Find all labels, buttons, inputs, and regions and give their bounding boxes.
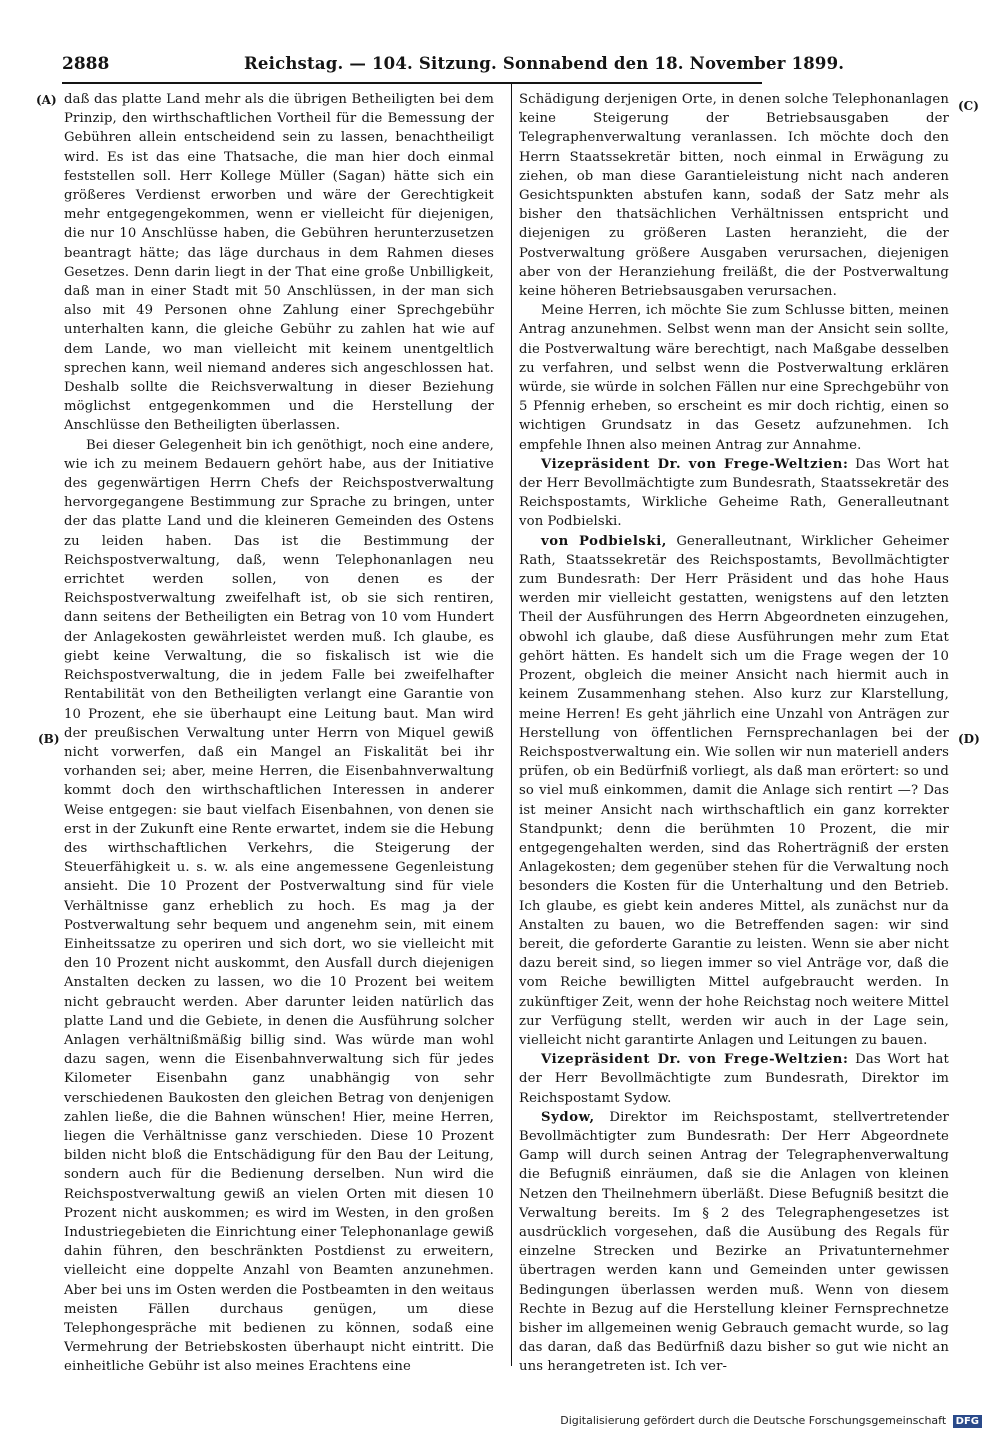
speech-text: Das Wort hat der Herr Bevollmächtigte zum Bundesrath, Direktor im Reichspostamt Sydow. <box>519 1052 949 1106</box>
column-divider <box>511 84 512 1366</box>
footer-credit <box>560 1414 982 1428</box>
speech-text: Direktor im Reichspostamt, stellvertretender Bevollmächtigter zum Bundesrath: Der Herr Abgeordnete Gamp will durch seinen Antrag der Telegraphenverwaltung die Befugniß einräumen, daß sie die Anlagen von kleinen Netzen den Theilnehmern überläßt. Diese Befugniß besitzt die Verwaltung bereits. Im § 2 des Telegraphengesetzes ist ausdrücklich vorgesehen, daß die Ausübung des Regals für einzelne Strecken und Bezirke an Privatunternehmer übertragen werden kann und Gemeinden unter gewissen Bedingungen überlassen werden muß. Wenn von diesem Rechte in Bezug auf die Herstellung kleiner Fernsprechnetze bisher im allgemeinen wenig Gebrauch gemacht wurde, so lag das daran, daß das Bedürfniß dazu bisher so gut wie nicht an uns herangetreten ist. Ich ver- <box>519 1109 949 1375</box>
speech-text: Generalleutnant, Wirklicher Geheimer Rath, Staatssekretär des Reichspostamts, Bevollmächtigter zum Bundesrath: Der Herr Präsident und das hohe Haus werden mir vielleicht gestatten, wenigstens auf den letzten Theil der Ausführungen des Herrn Abgeordneten einzugehen, obwohl ich glaube, daß diese Ausführungen mehr zum Etat gehört hätten. Es handelt sich um die Frage wegen der 10 Prozent, obgleich die meiner Ansicht nach hiermit auch in keinem Zusammenhang stehen. Also kurz zur Klarstellung, meine Herren! Es geht jährlich eine Unzahl von Anträgen zur Herstellung von öffentlichen Fernsprechanlagen bei der Reichspostverwaltung ein. Wie sollen wir nun materiell anders prüfen, ob ein Bedürfniß vorliegt, als daß man erörtert: so und so viel muß einkommen, damit die Anlage sich rentirt —? Das ist meiner Ansicht nach wirthschaftlich ein ganz korrekter Standpunkt; denn die berühmten 10 Prozent, die mir entgegengehalten werden, sind das Roherträgniß der ersten Anlagekosten; dem gegenüber stehen für die Verwaltung noch besonders die Kosten für die Unterhaltung und den Betrieb. Ich glaube, es giebt kein anderes Mittel, als zunächst nur da Anstalten zu bauen, wo die Betreffenden sagen: wir sind bereit, die geforderte Garantie zu leisten. Wenn sie aber nicht dazu bereit sind, so liegen immer so viel Anträge vor, daß die vom Reiche bewilligten Mittel aufgebraucht werden. In zukünftiger Zeit, wenn der hohe Reichstag noch weitere Mittel zur Verfügung stellt, werden wir auch in der Lage sein, vielleicht nicht garantirte Anlagen und Leitungen zu bauen. <box>519 533 949 1048</box>
margin-marker-a: (A) <box>36 93 57 107</box>
paragraph: Meine Herren, ich möchte Sie zum Schlusse bitten, meinen Antrag anzunehmen. Selbst wenn man der Ansicht sein sollte, die Postverwaltung wäre berechtigt, nach Maßgabe desselben zu verfahren, und selbst wenn die Postverwaltung erklären würde, sie würde in solchen Fällen nur eine Sprechgebühr von 5 Pfennig erheben, so erscheint es mir doch richtig, einen so wichtigen Grundsatz in das Gesetz aufzunehmen. Ich empfehle Ihnen also meinen Antrag zur Annahme. <box>519 303 949 453</box>
speaker-name: Sydow, <box>541 1109 595 1125</box>
margin-marker-c: (C) <box>958 99 979 113</box>
speaker-name: Vizepräsident Dr. von Frege-Weltzien: <box>541 456 849 472</box>
right-column <box>519 90 949 1375</box>
paragraph: Schädigung derjenigen Orte, in denen solche Telephonanlagen keine Steigerung der Betriebsausgaben der Telegraphenverwaltung veranlassen. Ich möchte doch den Herrn Staatssekretär bitten, noch einmal in Erwägung zu ziehen, ob man diese Garantieleistung nicht nach anderen Gesichtspunkten abstufen kann, sodaß der Satz mehr als bisher den thatsächlichen Verhältnissen entspricht und diejenigen zu größeren Lasten heranzieht, die der Postverwaltung größere Ausgaben verursachen, diejenigen aber von der Heranziehung freiläßt, die der Postverwaltung keine höheren Betriebsausgaben verursachen. <box>519 92 949 300</box>
margin-marker-d: (D) <box>958 732 980 746</box>
speaker-paragraph <box>519 532 949 1050</box>
speaker-paragraph <box>519 1050 949 1108</box>
running-title: Reichstag. — 104. Sitzung. Sonnabend den 18. November 1899. <box>244 54 845 73</box>
left-column <box>64 90 494 1375</box>
page-number: 2888 <box>62 54 110 74</box>
speaker-name: von Podbielski, <box>541 533 667 549</box>
footer-text: Digitalisierung gefördert durch die Deutsche Forschungsgemeinschaft <box>560 1414 947 1427</box>
speaker-paragraph <box>519 455 949 532</box>
dfg-logo: DFG <box>953 1415 982 1428</box>
speaker-paragraph <box>519 1108 949 1377</box>
paragraph: daß das platte Land mehr als die übrigen Betheiligten bei dem Prinzip, den wirthschaftlichen Vortheil für die Bemessung der Gebühren allein entscheidend sein zu lassen, benachtheiligt wird. Es ist das eine Thatsache, die man hier doch einmal feststellen soll. Herr Kollege Müller (Sagan) hätte sich ein größeres Verdienst erworben und wäre der Gerechtigkeit mehr entgegengekommen, wenn er vielleicht für diejenigen, die nur 10 Anschlüsse haben, die Gebühren herunterzusetzen beantragt hätte; das läge durchaus in dem Rahmen dieses Gesetzes. Denn darin liegt in der That eine große Unbilligkeit, daß man in einer Stadt mit 50 Anschlüssen, in der man sich also mit 49 Personen ohne Zahlung einer Sprechgebühr unterhalten kann, die gleiche Gebühr zu zahlen hat wie auf dem Lande, wo man vielleicht mit keinem unentgeltlich sprechen kann, weil niemand anderes sich angeschlossen hat. Deshalb sollte die Reichsverwaltung in dieser Beziehung möglichst entgegenkommen und die Herstellung der Anschlüsse den Betheiligten überlassen. <box>64 92 494 434</box>
margin-marker-b: (B) <box>38 732 60 746</box>
paragraph: Bei dieser Gelegenheit bin ich genöthigt, noch eine andere, wie ich zu meinem Bedauern gehört habe, aus der Initiative des gegenwärtigen Herrn Chefs der Reichspostverwaltung hervorgegangene Bestimmung zur Sprache zu bringen, unter der das platte Land und die kleineren Gemeinden des Ostens zu leiden haben. Das ist die Bestimmung der Reichspostverwaltung, daß, wenn Telephonanlagen neu errichtet werden sollen, von denen es der Reichspostverwaltung zweifelhaft ist, ob sie sich rentiren, dann seitens der Betheiligten ein Betrag von 10 vom Hundert der Anlagekosten gewährleistet werden muß. Ich glaube, es giebt keine Verwaltung, die so fiskalisch ist wie die Reichspostverwaltung, die in jedem Falle bei zweifelhafter Rentabilität von den Betheiligten verlangt eine Garantie von 10 Prozent, ehe sie überhaupt eine Leitung baut. Man wird der preußischen Verwaltung unter Herrn von Miquel gewiß nicht vorwerfen, daß ein Mangel an Fiskalität bei ihr vorhanden sei; aber, meine Herren, die Eisenbahnverwaltung kommt doch den wirthschaftlichen Interessen in anderer Weise entgegen: sie baut vielfach Eisenbahnen, von denen sie erst in der Zukunft eine Rente erwartet, indem sie die Hebung des wirthschaftlichen Verkehrs, die Steigerung der Steuerfähigkeit u. s. w. als eine angemessene Gegenleistung ansieht. Die 10 Prozent der Postverwaltung sind für viele Verhältnisse ganz erheblich zu hoch. Es mag ja der Postverwaltung sehr bequem und angenehm sein, mit einem Einheitssatze zu operiren und sich dort, wo sie vielleicht mit den 10 Prozent nicht auskommt, den Ausfall durch diejenigen Anstalten decken zu lassen, wo die 10 Prozent bei weitem nicht gebraucht werden. Aber darunter leiden natürlich das platte Land und die Gebiete, in denen die Ausführung solcher Anlagen verhältnißmäßig billig sind. Was würde man wohl dazu sagen, wenn die Eisenbahnverwaltung sich für jedes Kilometer Eisenbahn ganz unabhängig von sehr verschiedenen Baukosten den gleichen Betrag von denjenigen zahlen ließe, die die Bahnen wünschen! Hier, meine Herren, liegen die Verhältnisse ganz verschieden. Diese 10 Prozent bilden nicht bloß die Entschädigung für den Bau der Leitung, sondern auch für die Bedienung derselben. Nun wird die Reichspostverwaltung gewiß an vielen Orten mit diesen 10 Prozent nicht auskommen; es wird im Westen, in den großen Industriegebieten die Einrichtung einer Telephonanlage gewiß dahin führen, den beschränkten Postdienst zu erweitern, vielleicht eine doppelte Anzahl von Beamten anzunehmen. Aber bei uns im Osten werden die Postbeamten in den weitaus meisten Fällen durchaus genügen, um diese Telephongespräche mit bedienen zu können, sodaß eine Vermehrung der Betriebskosten überhaupt nicht eintritt. Die einheitliche Gebühr ist also meines Erachtens eine <box>64 437 494 1375</box>
page-header <box>62 48 845 84</box>
speech-text: Das Wort hat der Herr Bevollmächtigte zum Bundesrath, Staatssekretär des Reichspostamts, Wirkliche Geheime Rath, Generalleutnant von Podbielski. <box>519 456 949 530</box>
speaker-name: Vizepräsident Dr. von Frege-Weltzien: <box>541 1052 849 1068</box>
